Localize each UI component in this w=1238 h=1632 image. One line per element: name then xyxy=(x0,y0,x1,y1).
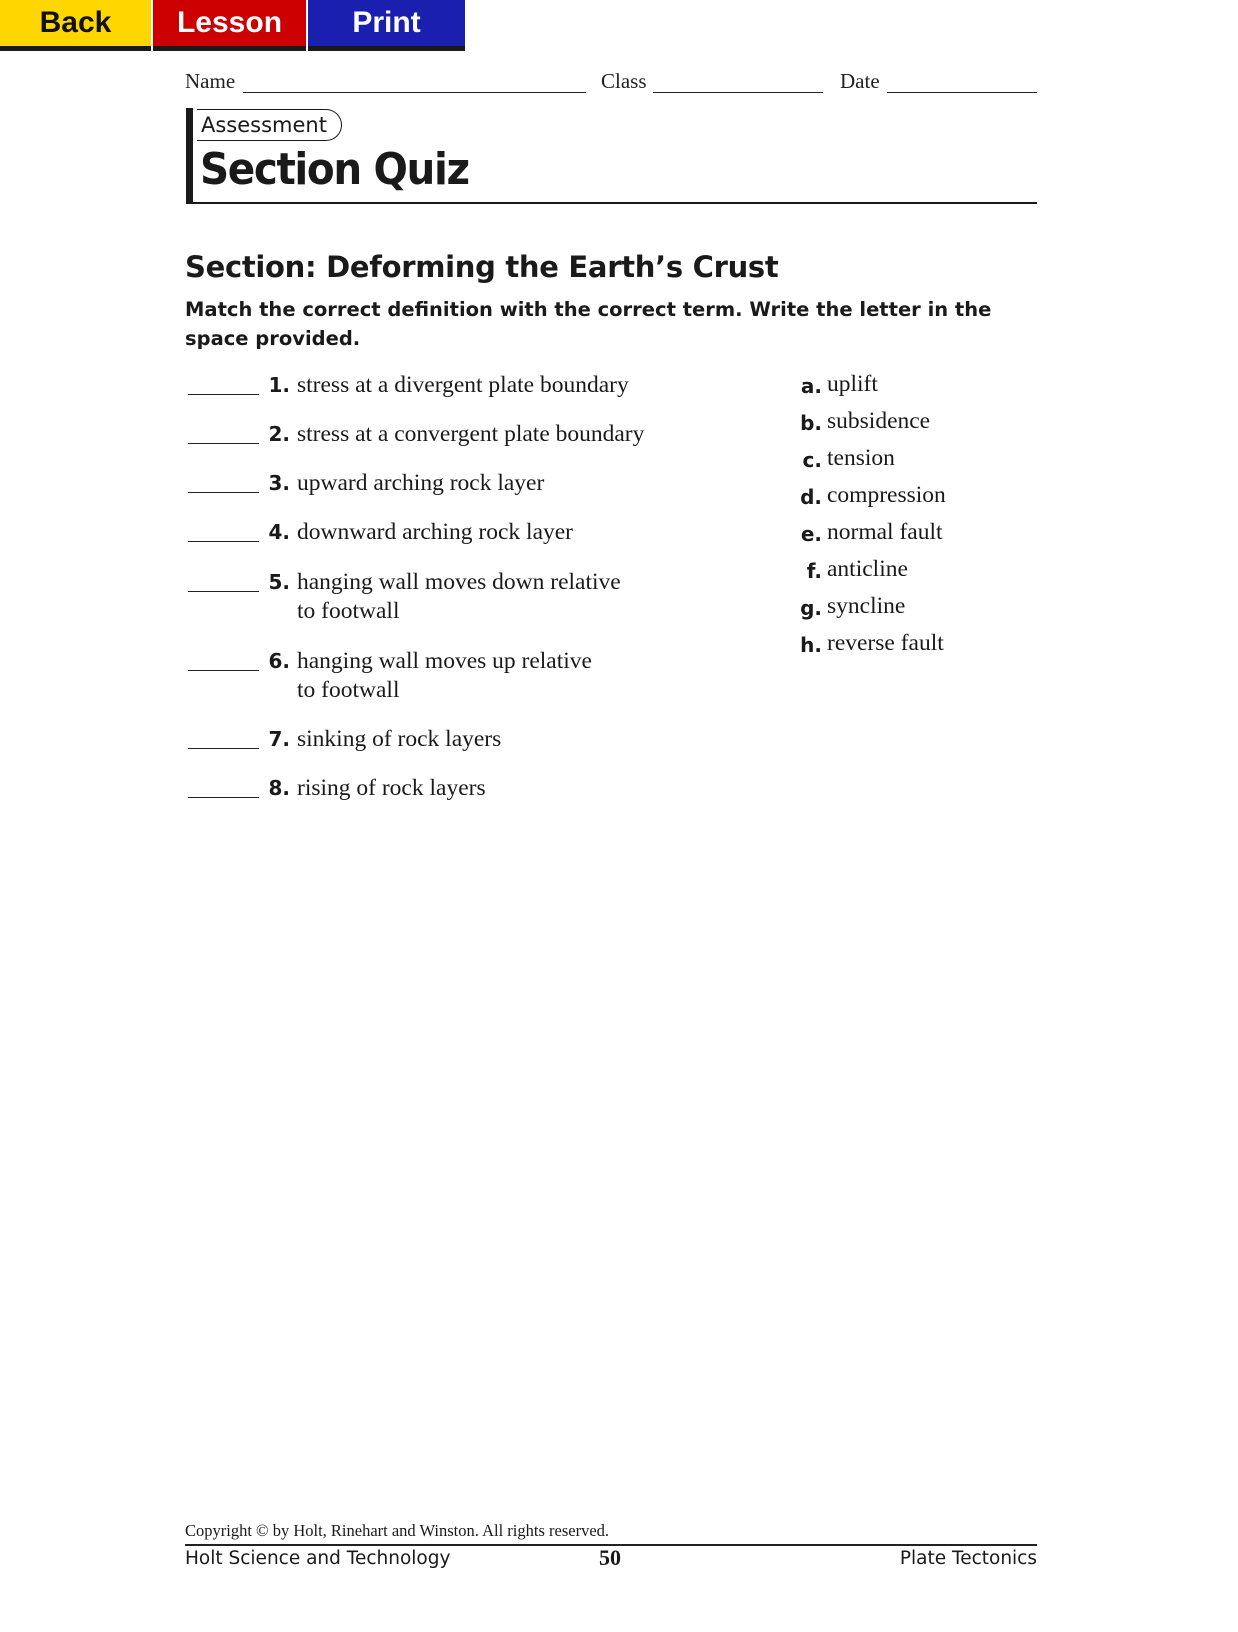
class-field[interactable] xyxy=(653,92,823,93)
choice-letter: b. xyxy=(800,411,822,435)
print-button[interactable]: Print xyxy=(308,0,465,51)
choice-term: tension xyxy=(827,445,895,471)
choice-term: reverse fault xyxy=(827,630,944,656)
page-title: Section Quiz xyxy=(200,144,469,195)
page-number: 50 xyxy=(599,1545,621,1570)
question-text: sinking of rock layers xyxy=(297,726,502,752)
section-heading: Section: Deforming the Earth’s Crust xyxy=(185,250,779,284)
question-text: hanging wall moves down relative to footwall xyxy=(297,569,621,624)
answer-blank[interactable] xyxy=(188,748,259,749)
class-label: Class xyxy=(601,69,647,93)
answer-blank[interactable] xyxy=(188,394,259,395)
choice-letter: e. xyxy=(800,522,822,546)
question-number: 2. xyxy=(268,422,290,446)
name-label: Name xyxy=(185,69,236,93)
date-field[interactable] xyxy=(887,92,1037,93)
lesson-button[interactable]: Lesson xyxy=(153,0,306,51)
date-label: Date xyxy=(840,69,880,93)
category-tab: Assessment xyxy=(197,109,342,141)
question-number: 3. xyxy=(268,471,290,495)
question-number: 4. xyxy=(268,520,290,544)
question-number: 8. xyxy=(268,776,290,800)
question-number: 7. xyxy=(268,727,290,751)
footer-publisher: Holt Science and Technology xyxy=(185,1548,451,1569)
choice-letter: g. xyxy=(800,596,822,620)
question-text: upward arching rock layer xyxy=(297,470,545,496)
name-field[interactable] xyxy=(243,92,586,93)
answer-blank[interactable] xyxy=(188,670,259,671)
copyright-notice: Copyright © by Holt, Rinehart and Winston. All rights reserved. xyxy=(185,1521,610,1540)
choice-term: compression xyxy=(827,482,946,508)
footer-chapter: Plate Tectonics xyxy=(899,1548,1037,1569)
choice-term: subsidence xyxy=(827,408,931,434)
question-text: rising of rock layers xyxy=(297,775,486,801)
choice-letter: h. xyxy=(800,633,822,657)
question-number: 5. xyxy=(268,570,290,594)
choice-letter: d. xyxy=(800,485,822,509)
header-divider xyxy=(186,202,1037,204)
choice-term: anticline xyxy=(827,556,908,582)
question-number: 1. xyxy=(268,373,290,397)
question-number: 6. xyxy=(268,649,290,673)
answer-blank[interactable] xyxy=(188,492,259,493)
choice-term: normal fault xyxy=(827,519,943,545)
choice-term: syncline xyxy=(827,593,906,619)
question-text: hanging wall moves up relative to footwall xyxy=(297,648,592,703)
back-button[interactable]: Back xyxy=(0,0,151,51)
choice-letter: a. xyxy=(800,374,822,398)
question-text: downward arching rock layer xyxy=(297,519,574,545)
choice-term: uplift xyxy=(827,371,878,397)
answer-blank[interactable] xyxy=(188,797,259,798)
header-accent-bar xyxy=(186,108,193,204)
choice-letter: c. xyxy=(802,448,822,472)
answer-blank[interactable] xyxy=(188,591,259,592)
instructions: Match the correct definition with the correct term. Write the letter in the space provided. xyxy=(185,298,992,350)
choice-letter: f. xyxy=(806,559,822,583)
answer-blank[interactable] xyxy=(188,541,259,542)
question-text: stress at a divergent plate boundary xyxy=(297,372,629,398)
question-text: stress at a convergent plate boundary xyxy=(297,421,645,447)
answer-blank[interactable] xyxy=(188,443,259,444)
